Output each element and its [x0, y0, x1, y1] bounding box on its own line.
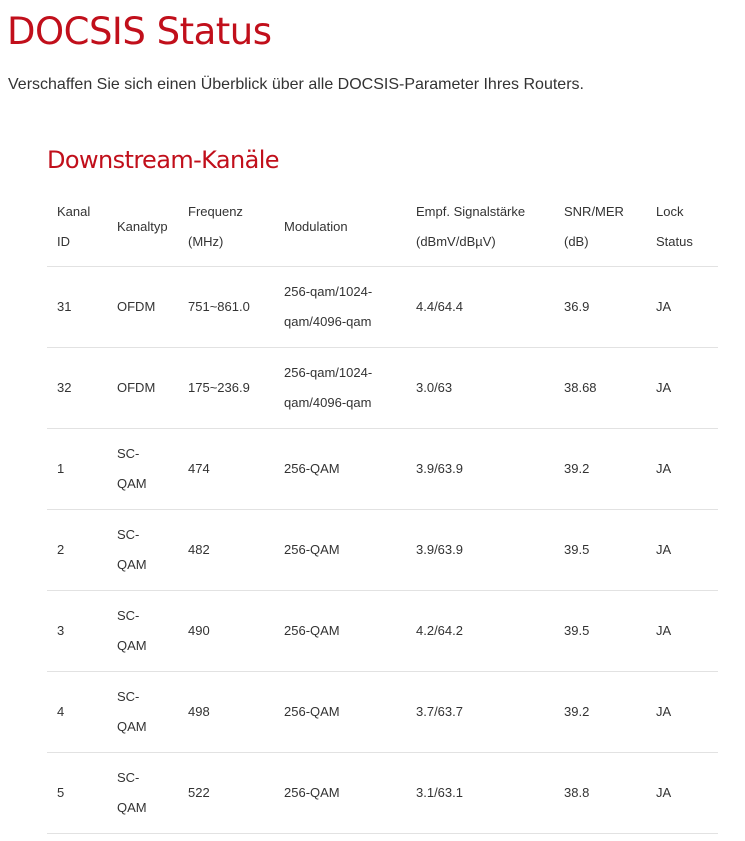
cell-signal-strength: 3.7/63.7: [406, 672, 554, 753]
cell-signal-strength: 3.9/63.9: [406, 429, 554, 510]
cell-frequency: 490: [178, 591, 274, 672]
header-channel-id: Kanal ID: [47, 187, 107, 267]
cell-channel-id: 3: [47, 591, 107, 672]
cell-modulation: 256-QAM: [274, 429, 406, 510]
cell-channel-type: OFDM: [107, 267, 178, 348]
page-title: DOCSIS Status: [7, 10, 272, 53]
header-frequency: Frequenz (MHz): [178, 187, 274, 267]
cell-snr: 36.9: [554, 267, 646, 348]
cell-frequency: 482: [178, 510, 274, 591]
cell-channel-type: SC- QAM: [107, 753, 178, 834]
downstream-table-container: [47, 187, 718, 834]
cell-signal-strength: 3.0/63: [406, 348, 554, 429]
cell-lock-status: JA: [646, 510, 718, 591]
cell-lock-status: JA: [646, 267, 718, 348]
cell-frequency: 498: [178, 672, 274, 753]
cell-modulation: 256-QAM: [274, 591, 406, 672]
cell-channel-type: SC- QAM: [107, 591, 178, 672]
cell-channel-id: 4: [47, 672, 107, 753]
cell-channel-type: SC- QAM: [107, 510, 178, 591]
cell-signal-strength: 4.2/64.2: [406, 591, 554, 672]
cell-lock-status: JA: [646, 672, 718, 753]
cell-lock-status: JA: [646, 429, 718, 510]
cell-modulation: 256-qam/1024- qam/4096-qam: [274, 267, 406, 348]
cell-channel-id: 31: [47, 267, 107, 348]
cell-snr: 39.2: [554, 672, 646, 753]
cell-frequency: 175~236.9: [178, 348, 274, 429]
cell-lock-status: JA: [646, 591, 718, 672]
downstream-table: [47, 187, 718, 834]
cell-signal-strength: 3.9/63.9: [406, 510, 554, 591]
cell-modulation: 256-QAM: [274, 672, 406, 753]
table-row: [47, 672, 718, 753]
cell-snr: 39.2: [554, 429, 646, 510]
cell-channel-id: 2: [47, 510, 107, 591]
table-row: [47, 753, 718, 834]
table-row: [47, 267, 718, 348]
cell-modulation: 256-qam/1024- qam/4096-qam: [274, 348, 406, 429]
cell-snr: 38.8: [554, 753, 646, 834]
cell-channel-id: 1: [47, 429, 107, 510]
header-channel-type: Kanaltyp: [107, 187, 178, 267]
cell-snr: 38.68: [554, 348, 646, 429]
table-row: [47, 429, 718, 510]
page-description: Verschaffen Sie sich einen Überblick über alle DOCSIS-Parameter Ihres Routers.: [8, 76, 584, 93]
cell-lock-status: JA: [646, 348, 718, 429]
cell-frequency: 474: [178, 429, 274, 510]
table-row: [47, 591, 718, 672]
table-row: [47, 348, 718, 429]
cell-channel-type: OFDM: [107, 348, 178, 429]
cell-signal-strength: 3.1/63.1: [406, 753, 554, 834]
header-lock-status: Lock Status: [646, 187, 718, 267]
cell-modulation: 256-QAM: [274, 510, 406, 591]
cell-channel-type: SC- QAM: [107, 429, 178, 510]
header-snr: SNR/MER (dB): [554, 187, 646, 267]
cell-channel-id: 5: [47, 753, 107, 834]
downstream-section-title: Downstream-Kanäle: [47, 146, 279, 174]
table-header-row: [47, 187, 718, 267]
cell-modulation: 256-QAM: [274, 753, 406, 834]
cell-channel-type: SC- QAM: [107, 672, 178, 753]
table-row: [47, 510, 718, 591]
header-modulation: Modulation: [274, 187, 406, 267]
cell-frequency: 522: [178, 753, 274, 834]
cell-frequency: 751~861.0: [178, 267, 274, 348]
cell-lock-status: JA: [646, 753, 718, 834]
cell-snr: 39.5: [554, 591, 646, 672]
cell-snr: 39.5: [554, 510, 646, 591]
header-signal-strength: Empf. Signalstärke (dBmV/dBµV): [406, 187, 554, 267]
cell-signal-strength: 4.4/64.4: [406, 267, 554, 348]
cell-channel-id: 32: [47, 348, 107, 429]
